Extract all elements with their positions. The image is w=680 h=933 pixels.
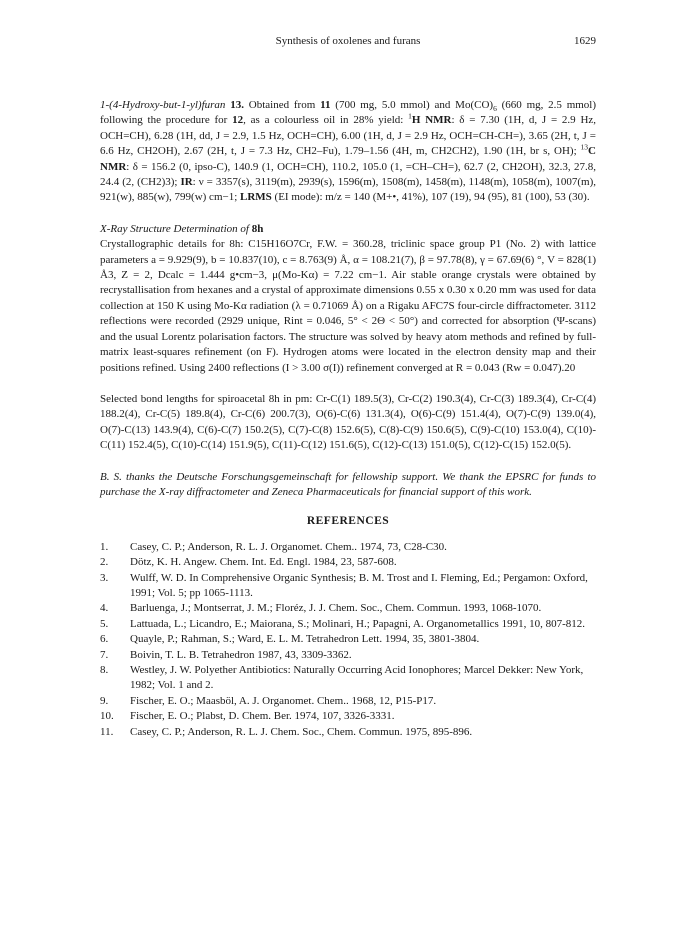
references-heading: REFERENCES: [306, 515, 390, 528]
h-nmr-data: : δ = 7.30 (1H, d, J = 2.9 Hz, OCH=CH), 6.28 (1H, dd, J = 2.9, 1.5 Hz, OCH=CH), 6.00 (1H, d, J = 2.9 Hz, OCH=CH-CH=), 3.65 (2H, t, J = 6.6 Hz, CH2OH), 2.67 (2H, t, J = 7.3 Hz, CH2–Fu), 1.79–1.56 (4H, m, CH2CH2), 1.90 (1H, br s, OH);: [100, 114, 597, 158]
reference-number: 7.: [100, 648, 109, 661]
reference-item: [100, 725, 596, 740]
lrms-data: (EI mode): m/z = 140 (M+•, 41%), 107 (19), 94 (95), 81 (100), 53 (30).: [274, 191, 590, 204]
reference-number: 6.: [100, 633, 109, 646]
reference-number: 5.: [100, 617, 109, 630]
source-compound: 11: [320, 99, 331, 111]
compound-13-number: 13.: [230, 99, 244, 111]
compound-13-intro-1: Obtained from: [248, 99, 316, 111]
reference-item: [100, 540, 596, 555]
ir-label: IR: [180, 176, 193, 189]
reference-number: 4.: [100, 602, 109, 615]
reference-item: [100, 632, 596, 647]
reference-item: [100, 648, 596, 663]
running-title: Synthesis of oxolenes and furans: [275, 35, 421, 47]
compound-13-intro-3: (660 mg, 2.5 mmol) following the procedure for: [100, 99, 597, 127]
compound-13-name: 1-(4-Hydroxy-but-1-yl)furan: [100, 99, 226, 111]
h-nmr-superscript: 1: [408, 111, 412, 121]
c-nmr-superscript: 13: [580, 142, 589, 152]
reference-item: [100, 555, 596, 570]
acknowledgement: B. S. thanks the Deutsche Forschungsgemeinschaft for fellowship support. We thank the EPSRC for funds to purchase the X-ray diffractometer and Zeneca Pharmaceuticals for financial support of this work.: [100, 470, 596, 498]
ir-data: : ν = 3357(s), 3119(m), 2939(s), 1596(m), 1508(m), 1458(m), 1148(m), 1058(m), 1007(m), 921(w), 885(w), 799(w) cm−1;: [100, 176, 596, 204]
reference-number: 9.: [100, 694, 109, 707]
reference-text: Fischer, E. O.; Maasböl, A. J. Organomet. Chem.. 1968, 12, P15-P17.: [130, 694, 437, 707]
xray-heading-text: X-Ray Structure Determination of: [100, 222, 249, 235]
compound-13-intro-2: (700 mg, 5.0 mmol) and Mo(CO): [335, 99, 494, 111]
reference-number: 8.: [100, 664, 109, 676]
c-nmr-data: : δ = 156.2 (0, ipso-C), 140.9 (1, OCH=CH), 110.2, 105.0 (1, =CH–CH=), 62.7 (2, CH2OH), 32.3, 27.8, 24.4 (2, (CH2)3);: [100, 160, 596, 189]
reference-number: 11.: [100, 725, 114, 738]
lrms-label: LRMS: [240, 191, 272, 204]
reference-text: Quayle, P.; Rahman, S.; Ward, E. L. M. Tetrahedron Lett. 1994, 35, 3801-3804.: [130, 633, 480, 646]
reference-item: [100, 601, 596, 616]
references-list: [100, 540, 596, 740]
reference-number: 1.: [100, 540, 109, 553]
h-nmr-label: H NMR: [411, 114, 452, 127]
reference-item: [100, 694, 596, 709]
procedure-compound: 12: [232, 114, 244, 127]
compound-13-intro-4: , as a colourless oil in 28% yield:: [243, 114, 404, 127]
reference-item: [100, 709, 596, 724]
reference-text: Lattuada, L.; Licandro, E.; Maiorana, S.; Molinari, H.; Papagni, A. Organometallics 1991, 10, 807-812.: [130, 617, 585, 630]
reference-text: Barluenga, J.; Montserrat, J. M.; Floréz, J. J. Chem. Soc., Chem. Commun. 1993, 1068-1070.: [130, 602, 542, 615]
reference-number: 2.: [100, 556, 109, 569]
reference-item: [100, 617, 596, 632]
page-number: 1629: [574, 35, 596, 47]
running-header: [100, 34, 596, 50]
xray-heading: [100, 222, 596, 237]
reference-text: Boivin, T. L. B. Tetrahedron 1987, 43, 3309-3362.: [130, 648, 352, 661]
xray-heading-compound: 8h: [251, 222, 264, 235]
reference-item: [100, 571, 596, 602]
bond-lengths-paragraph: Selected bond lengths for spiroacetal 8h in pm: Cr-C(1) 189.5(3), Cr-C(2) 190.3(4), Cr-C(3) 189.3(4), Cr-C(4) 188.2(4), Cr-C(5) 189.8(4), Cr-C(6) 200.7(3), O(6)-C(6) 131.3(4), O(6)-C(9) 151.4(4), O(7)-C(9) 139.0(4), O(7)-C(13) 143.9(4), C(6)-C(7) 150.2(5), C(7)-C(8) 152.6(5), C(8)-C(9) 150.6(5), C(9)-C(10) 153.0(4), C(10)-C(11) 152.4(5), C(10)-C(14) 151.9(5), C(11)-C(12) 151.6(5), C(12)-C(13) 151.0(5), C(12)-C(15) 152.0(5).: [100, 392, 596, 452]
reference-item: [100, 663, 596, 694]
reference-text: Dötz, K. H. Angew. Chem. Int. Ed. Engl. 1984, 23, 587-608.: [130, 556, 397, 569]
reference-number: 3.: [100, 571, 109, 584]
compound-13-paragraph: 1-(4-Hydroxy-but-1-yl)furan 13. Obtained from 11 (700 mg, 5.0 mmol) and $Mo(CO)_6$ (660 mg, 2.5 mmol) following the procedure for 12, as a colourless oil in 28% yield: $^1$H NMR: δ = 7.30 (1H, d, J = 2.9 Hz, OCH=CH), 6.28 (1H, dd, J = 2.9, 1.5 Hz, OCH=CH), 6.00 (1H, d, J = 2.9 Hz, OCH=CH-CH=), 3.65 (2H, t, J = 6.6 Hz, CH2OH), 2.67 (2H, t, J = 7.3 Hz, CH2–Fu), 1.79–1.56 (4H, m, CH2CH2), 1.90 (1H, br s, OH); $^{13}$C NMR: δ = 156.2 (0, ipso-C), 140.9 (1, OCH=CH), 110.2, 105.0 (1, =CH–CH=), 62.7 (2, CH2OH), 32.3, 27.8, 24.4 (2, (CH2)3); IR: ν = 3357(s), 3119(m), 2939(s), 1596(m), 1508(m), 1458(m), 1148(m), 1058(m), 1007(m), 921(w), 885(w), 799(w) cm−1; LRMS (EI mode): m/z = 140 (M+•, 41%), 107 (19), 94 (95), 81 (100), 53 (30).: [100, 99, 597, 204]
xray-paragraph: Crystallographic details for 8h: C15H16O7Cr, F.W. = 360.28, triclinic space group P1 (No. 2) with lattice parameters a = 9.929(9), b = 10.837(10), c = 8.763(9) Å, α = 108.21(7), β = 97.78(8), γ = 67.69(6) °, V = 828(1) Å3, Z = 2, Dcalc = 1.444 g•cm−3, μ(Mo-Kα) = 7.22 cm−1. Air stable orange crystals were obtained by recrystallisation from hexanes and a crystal of approximate dimensions 0.55 x 0.30 x 0.20 mm was used for data collection at 150 K using Mo-Kα radiation (λ = 0.71069 Å) on a Rigaku AFC7S four-circle diffractometer. 3112 reflections were recorded (2929 unique, Rint = 0.046, 5° < 2Θ < 50°) and corrected for absorption (Ψ-scans) and the usual Lorentz polarisation factors. The structure was solved by heavy atom methods and refined by full-matrix least-squares refinement (on F). Hydrogen atoms were located in the electron density map and their positions refined. Using 2400 reflections (I > 3.00 σ(I)) refinement converged at R = 0.043 (Rw = 0.047).20: [100, 238, 596, 374]
reference-text: Casey, C. P.; Anderson, R. L. J. Chem. Soc., Chem. Commun. 1975, 895-896.: [130, 725, 473, 738]
reference-text: Westley, J. W. Polyether Antibiotics: Naturally Occurring Acid Ionophores; Marcel Dekker: New York, 1982; Vol. 1 and 2.: [130, 664, 584, 692]
reference-number: 10.: [100, 710, 114, 723]
reference-text: Casey, C. P.; Anderson, R. L. J. Organomet. Chem.. 1974, 73, C28-C30.: [130, 540, 447, 553]
c-nmr-label: C NMR: [100, 145, 596, 173]
reference-text: Fischer, E. O.; Plabst, D. Chem. Ber. 1974, 107, 3326-3331.: [130, 710, 395, 723]
reference-text: Wulff, W. D. In Comprehensive Organic Synthesis; B. M. Trost and I. Fleming, Ed.; Pergamon: Oxford, 1991; Vol. 5; pp 1065-1113.: [130, 571, 588, 599]
